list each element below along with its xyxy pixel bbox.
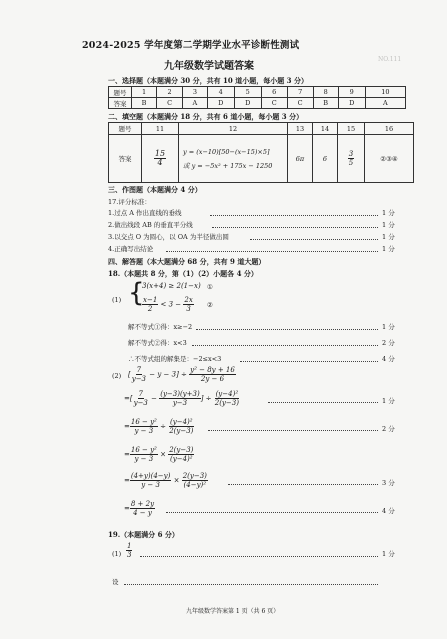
answer-12-line2: 或 y = −5x² + 175x − 1250	[183, 161, 273, 170]
table-row	[109, 98, 406, 109]
denominator: y − 3	[134, 427, 154, 435]
numerator: 2(y−3)	[169, 446, 194, 454]
denominator: 4 − y	[133, 509, 152, 517]
denominator: 3	[186, 305, 191, 313]
expr-0: [ $\frac{7}{y-3}$ − y − 3] ÷ $\frac{\text{y² − 8y + 16}}{2y - 6}$	[128, 366, 235, 383]
numerator: 16 − y²	[130, 418, 157, 426]
q-answer: B	[132, 98, 157, 109]
step: ∴不等式组的解集是：−2≤x<3	[128, 355, 222, 363]
score: 1 分	[382, 221, 395, 229]
grading-item: 2.做出线段 AB 的垂直平分线	[108, 221, 193, 229]
circle-1: ①	[207, 283, 213, 291]
expr-3: = $\frac{\text{16 − y²}}{y - 3}$ × $\frac{2(y-3)}{\text{(y−4)²}}$	[124, 446, 194, 463]
leader-dots	[212, 227, 378, 228]
q-num: 2	[157, 87, 183, 98]
operator: < 3 −	[160, 300, 182, 309]
q-answer: C	[157, 98, 183, 109]
numerator: x−1	[143, 296, 158, 304]
numerator: 8 + 2y	[130, 500, 155, 508]
expr-5: = $\frac{8 + 2y}{4 - y}$	[124, 500, 155, 517]
denominator: 4	[157, 158, 163, 167]
page-footer: 九年级数学答案第 1 页（共 6 页）	[186, 608, 280, 615]
score: 3 分	[382, 479, 395, 487]
score: 2 分	[382, 339, 395, 347]
denominator: y−3	[131, 375, 147, 383]
q-answer: B	[313, 98, 338, 109]
q18-heading: 18.（本题共 8 分，第（1）（2）小题各 4 分）	[108, 269, 258, 278]
sec3-heading: 三、作图题（本题满分 4 分）	[108, 185, 202, 194]
answer-12-line1: y = (x−10)[50−(x−15)×5]	[183, 147, 270, 156]
leader-dots	[240, 361, 378, 362]
grading-standard: 17.评分标准：	[108, 198, 151, 206]
operator: − y − 3] ÷	[149, 370, 187, 379]
q-answer: A	[365, 98, 405, 109]
grading-item: 3.以交点 O 为圆心，以 OA 为半径做出圆	[108, 233, 229, 241]
q-num: 16	[365, 123, 414, 135]
leader-dots	[268, 402, 378, 403]
score: 1 分	[382, 323, 395, 331]
denominator: 2y − 6	[200, 375, 225, 383]
numerator: (y−4)²	[215, 390, 239, 398]
denominator: 3	[127, 551, 132, 559]
q-num: 12	[179, 123, 288, 135]
grading-item: 4.正确写出结论	[108, 245, 154, 253]
q-answer: D	[338, 98, 365, 109]
row-label: 题号	[109, 87, 132, 98]
q-num: 1	[132, 87, 157, 98]
score: 1 分	[382, 397, 395, 405]
numerator: 3	[348, 150, 354, 158]
fill-answer-table	[108, 122, 414, 183]
page-stamp: NO.111	[378, 56, 402, 63]
numerator: (y−3)(y+3)	[160, 390, 200, 398]
denominator: 2	[147, 305, 153, 313]
denominator: 5	[348, 159, 354, 167]
leader-dots	[228, 484, 378, 485]
denominator: y−3	[133, 399, 148, 407]
answer-13: 6π	[288, 135, 313, 183]
leader-dots	[166, 512, 378, 513]
sec4-heading: 四、解答题（本大题满分 68 分，共有 9 道大题）	[108, 257, 266, 266]
leader-dots	[140, 556, 378, 557]
q19-answer	[126, 542, 132, 559]
row-label: 答案	[109, 135, 142, 183]
leader-dots	[210, 215, 378, 216]
numerator: y² − 8y + 16	[190, 366, 235, 374]
doc-title: 2024-2025 学年度第二学期学业水平诊断性测试	[82, 40, 300, 51]
expr-4: = $\frac{(4+y)(4-y)}{y - 3}$ × $\frac{2(y-3)}{\text{(4−y)²}}$	[124, 472, 207, 489]
table-row	[109, 87, 406, 98]
q-num: 9	[338, 87, 365, 98]
denominator: y−3	[172, 399, 188, 407]
answer-15	[338, 135, 365, 183]
step: 解不等式②得：x<3	[128, 339, 187, 347]
sec1-heading: 一、选择题（本题满分 30 分，共有 10 道小题，每小题 3 分）	[108, 76, 308, 85]
circle-2: ②	[207, 301, 213, 309]
choice-answer-table	[108, 86, 406, 109]
denominator: (4−y)²	[183, 481, 207, 489]
q-num: 4	[207, 87, 234, 98]
q-num: 14	[313, 123, 338, 135]
leader-dots	[192, 345, 378, 346]
score: 1 分	[382, 233, 395, 241]
q-num: 3	[183, 87, 208, 98]
numerator: (4+y)(4−y)	[130, 472, 171, 480]
numerator: 15	[154, 149, 166, 158]
score: 4 分	[382, 507, 395, 515]
sec2-heading: 二、填空题（本题满分 18 分，共有 6 道小题，每小题 3 分）	[108, 112, 304, 121]
q-num: 6	[261, 87, 287, 98]
answer-14: 6	[313, 135, 338, 183]
table-row	[109, 135, 414, 183]
inequality-2	[142, 296, 194, 313]
part-label: (2)	[112, 372, 122, 380]
q-num: 5	[234, 87, 261, 98]
expr-1: =[ $\frac{7}{y-3}$ − $\frac{(y-3)(y+3)}{y-3}$ ] ÷ $\frac{\text{(y−4)²}}{2(y-3)}$	[124, 390, 239, 407]
score: 1 分	[382, 245, 395, 253]
denominator: (y−4)²	[170, 455, 193, 463]
leader-dots	[166, 251, 378, 252]
q-answer: D	[234, 98, 261, 109]
q-num: 10	[365, 87, 405, 98]
q-num: 8	[313, 87, 338, 98]
numerator: 2x	[184, 296, 193, 304]
step: 解不等式①得：x≥−2	[128, 323, 193, 331]
q-answer: C	[261, 98, 287, 109]
q-num: 13	[288, 123, 313, 135]
leader-dots	[250, 239, 378, 240]
leader-dots	[208, 430, 378, 431]
row-label: 答案	[109, 98, 132, 109]
part-label: (1)	[112, 550, 122, 558]
leader-dots	[196, 329, 378, 330]
row-label: 题号	[109, 123, 142, 135]
score: 1 分	[382, 550, 395, 558]
inequality-1: 3(x+4) ≥ 2(1−x)	[142, 282, 201, 290]
numerator: 7	[136, 366, 142, 374]
numerator: 7	[138, 390, 143, 398]
numerator: 16 − y²	[130, 446, 157, 454]
leader-dots	[124, 584, 378, 585]
numerator: 2(y−3)	[182, 472, 207, 480]
score: 4 分	[382, 355, 395, 363]
q-answer: D	[207, 98, 234, 109]
grading-item: 1.过点 A 作出直线的垂线	[108, 209, 182, 217]
expr-2: = $\frac{\text{16 − y²}}{y - 3}$ ÷ $\frac{\text{(y−4)²}}{2(y-3)}$	[124, 418, 194, 435]
denominator: 2(y−3)	[169, 427, 194, 435]
q-num: 11	[142, 123, 179, 135]
q-answer: A	[183, 98, 208, 109]
score: 1 分	[382, 209, 395, 217]
doc-subtitle: 九年级数学试题答案	[164, 61, 254, 72]
denominator: y − 3	[141, 481, 160, 489]
q-num: 7	[287, 87, 313, 98]
answer-11	[142, 135, 179, 183]
score: 2 分	[382, 425, 395, 433]
q19-heading: 19.（本题满分 6 分）	[108, 530, 179, 539]
numerator: (y−4)²	[170, 418, 193, 426]
q-num: 15	[338, 123, 365, 135]
table-row	[109, 123, 414, 135]
answer-16: ②③④	[365, 135, 414, 183]
denominator: 2(y−3)	[214, 399, 239, 407]
system-brace: {	[128, 278, 145, 308]
q-answer: C	[287, 98, 313, 109]
denominator: y − 3	[134, 455, 154, 463]
answer-12	[179, 135, 288, 183]
next-line-start: 设	[112, 578, 119, 586]
part-label: (1)	[112, 296, 122, 304]
numerator: 1	[127, 542, 132, 550]
